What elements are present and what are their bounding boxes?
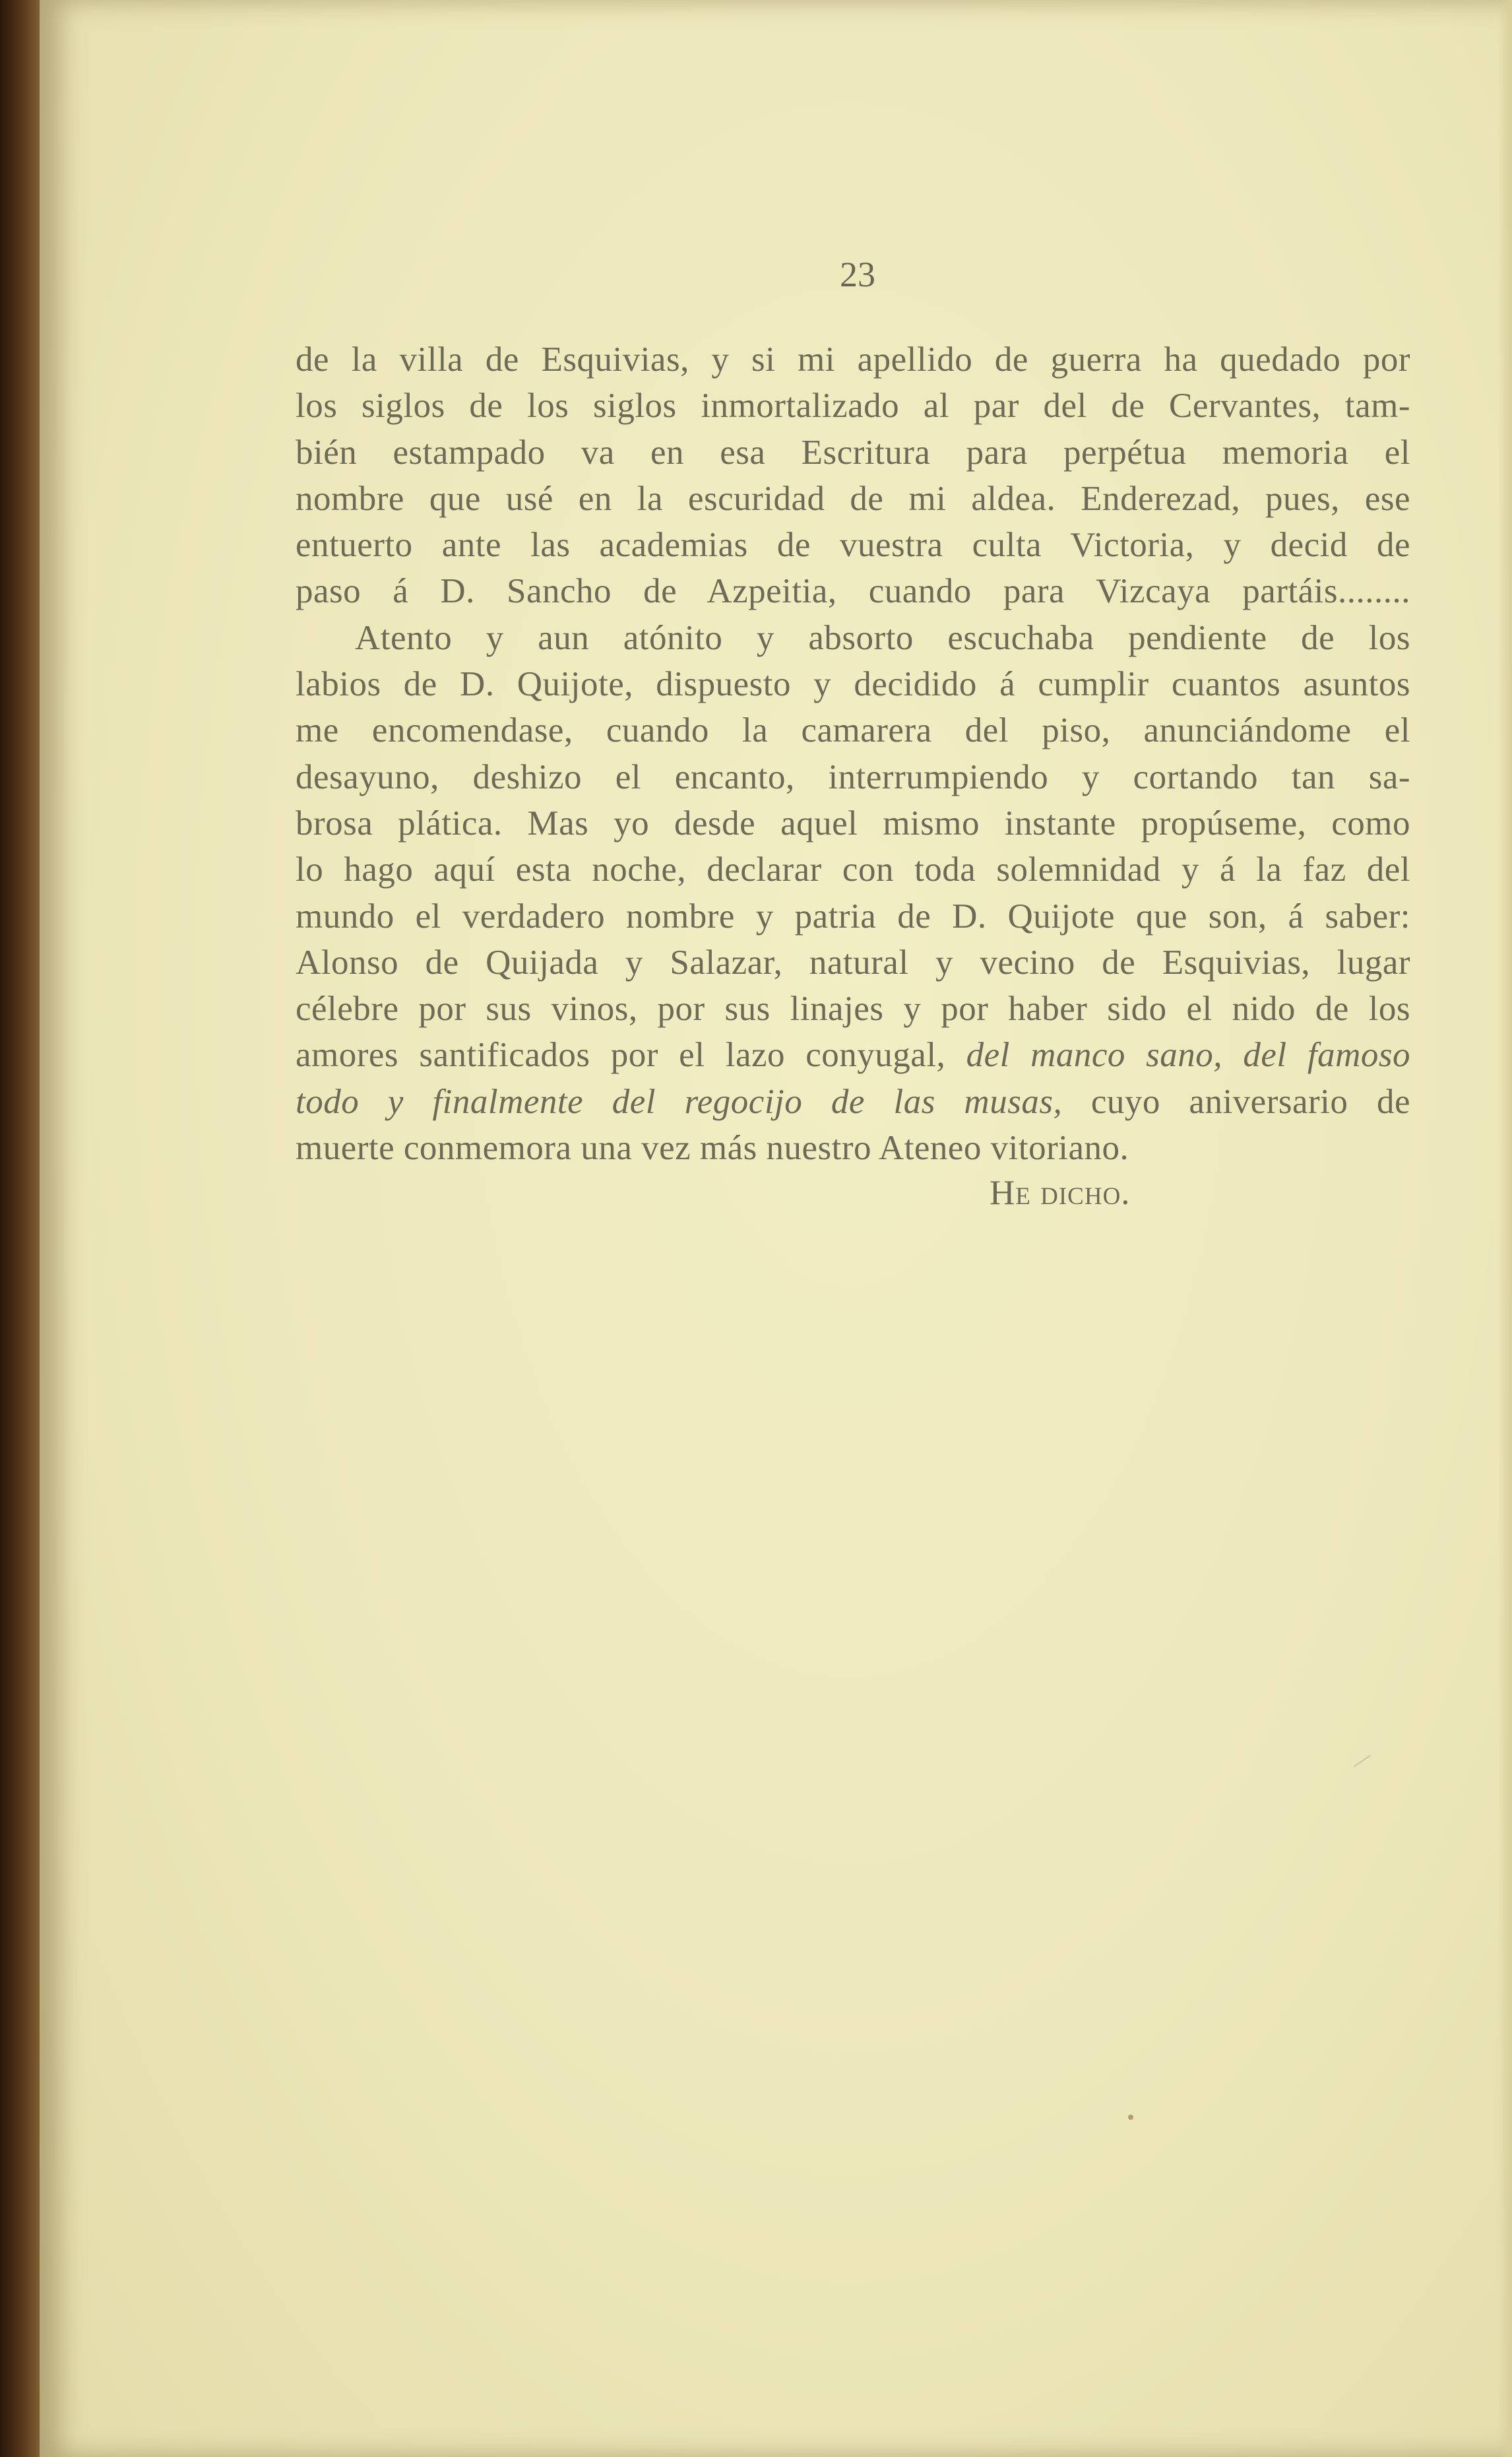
text-line: lo hago aquí esta noche, declarar con toda solemnidad y á la faz del	[296, 850, 1410, 889]
text-line: bién estampado va en esa Escritura para perpétua memoria el	[296, 433, 1410, 472]
book-page	[40, 0, 1512, 2457]
text-run: cuyo aniversario de	[1062, 1082, 1411, 1121]
text-line: paso á D. Sancho de Azpeitia, cuando para Vizcaya partáis........	[296, 572, 1410, 611]
page-number: 23	[840, 255, 875, 294]
paper-speck	[1128, 2115, 1133, 2120]
text-line: de la villa de Esquivias, y si mi apellido de guerra ha quedado por	[296, 340, 1410, 379]
body-text	[296, 336, 1410, 1171]
text-line: brosa plática. Mas yo desde aquel mismo instante propúseme, como	[296, 804, 1410, 843]
italic-quote: todo y finalmente del regocijo de las musas,	[296, 1082, 1063, 1121]
text-line: los siglos de los siglos inmortalizado al par del de Cervantes, tam-	[296, 387, 1410, 426]
italic-quote: del manco sano, del famoso	[966, 1036, 1410, 1075]
text-line: célebre por sus vinos, por sus linajes y por haber sido el nido de los	[296, 990, 1410, 1029]
text-line: desayuno, deshizo el encanto, interrumpiendo y cortando tan sa-	[296, 757, 1410, 796]
text-line: mundo el verdadero nombre y patria de D. Quijote que son, á saber:	[296, 897, 1410, 936]
text-line: Alonso de Quijada y Salazar, natural y vecino de Esquivias, lugar	[296, 943, 1410, 982]
closing-signature: He dicho.	[990, 1174, 1131, 1212]
text-line: me encomendase, cuando la camarera del piso, anunciándome el	[296, 711, 1410, 750]
text-line: muerte conmemora una vez más nuestro Ateneo vitoriano.	[296, 1129, 1129, 1168]
text-run: amores santificados por el lazo conyugal,	[296, 1036, 966, 1075]
text-line: Atento y aun atónito y absorto escuchaba pendiente de los	[355, 618, 1410, 657]
text-line-mixed	[296, 1032, 1410, 1078]
text-line: nombre que usé en la escuridad de mi aldea. Enderezad, pues, ese	[296, 479, 1410, 518]
text-line: labios de D. Quijote, dispuesto y decidido á cumplir cuantos asuntos	[296, 665, 1410, 704]
text-line: entuerto ante las academias de vuestra culta Victoria, y decid de	[296, 526, 1410, 565]
paper-scratch	[1354, 1755, 1371, 1768]
text-line-mixed	[296, 1079, 1410, 1125]
